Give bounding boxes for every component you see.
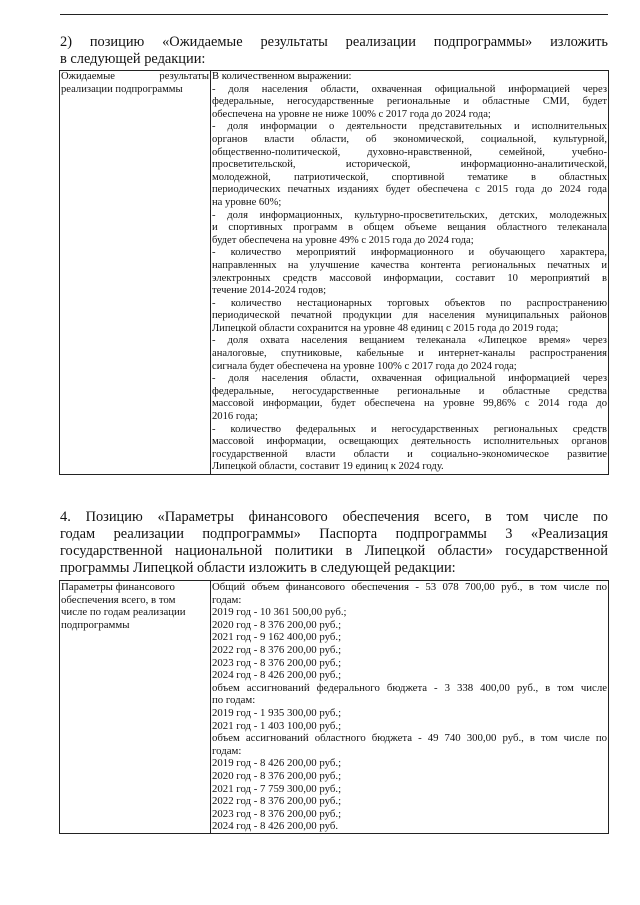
expected-results-table <box>59 70 609 475</box>
content-line: объем ассигнований областного бюджета - 49 740 300,00 руб., в том числе по <box>212 732 607 745</box>
expected-results-label-cell <box>60 71 211 475</box>
content-line: периодических печатных изданиях будет обеспечена с 2015 года до 2024 года <box>212 184 607 196</box>
content-line: 2020 год - 8 376 200,00 руб.; <box>212 618 342 631</box>
content-line: - доля населения области, охваченная официальной информацией через <box>212 373 607 385</box>
content-line: просветительской, исторической, информационно-аналитической, <box>212 159 607 171</box>
label-line: реализации подпрограммы <box>61 83 183 95</box>
item-4-line: государственной национальной политики в Липецкой области» государственной <box>60 543 608 559</box>
content-line: течение 2014-2024 годов; <box>212 285 327 297</box>
item-4-line: программы Липецкой области изложить в следующей редакции: <box>60 560 456 576</box>
content-line: 2016 года; <box>212 411 258 423</box>
content-line: - количество нестационарных торговых объектов по распространению <box>212 297 607 309</box>
content-line: федеральные, негосударственные региональные и областные СМИ, будет <box>212 96 607 108</box>
content-line: 2019 год - 1 935 300,00 руб.; <box>212 706 342 719</box>
content-line: сигнала будет обеспечена на уровне 100% с 2017 года до 2024 года; <box>212 360 517 372</box>
item-4-line: годам реализации подпрограммы» Паспорта подпрограммы 3 «Реализация <box>60 526 608 542</box>
content-line: - количество мероприятий информационного и обучающего характера, <box>212 247 607 259</box>
content-line: электронных средств массовой информации, составит 10 мероприятий в <box>212 272 607 284</box>
content-line: 2021 год - 7 759 300,00 руб.; <box>212 782 342 795</box>
content-line: общественно-политической, духовно-нравственной, семейной, учебно- <box>212 146 607 158</box>
content-line: - доля охвата населения вещанием телеканала «Липецкое время» через <box>212 335 607 347</box>
content-line: 2020 год - 8 376 200,00 руб.; <box>212 769 342 782</box>
content-line: аналоговые, спутниковые, кабельные и интернет-каналы распространения <box>212 348 607 360</box>
top-rule <box>60 14 608 15</box>
content-line: 2019 год - 8 426 200,00 руб.; <box>212 757 342 770</box>
content-line: органов власти области, об экономической, социальной, культурной, <box>212 133 607 145</box>
content-line: направленных на улучшение качества контента региональных печатных и <box>212 259 607 271</box>
content-line: 2023 год - 8 376 200,00 руб.; <box>212 656 342 669</box>
content-line: 2022 год - 8 376 200,00 руб.; <box>212 795 342 808</box>
content-line: на уровне 60%; <box>212 196 282 208</box>
financing-label-cell <box>60 581 211 834</box>
content-line: Липецкой области, составит 19 единиц к 2024 году. <box>212 461 444 473</box>
item-2-line: 2) позицию «Ожидаемые результаты реализации подпрограммы» изложить <box>60 34 608 50</box>
content-line: государственной власти области и социально-экономическое развитие <box>212 448 607 460</box>
financing-table <box>59 580 609 834</box>
item-2-line: в следующей редакции: <box>60 51 206 67</box>
content-line: молодежной, патриотической, спортивной тематике в областных <box>212 171 607 183</box>
content-line: 2019 год - 10 361 500,00 руб.; <box>212 606 347 619</box>
content-line: Общий объем финансового обеспечения - 53 078 700,00 руб., в том числе по <box>212 581 607 593</box>
label-line: Ожидаемые результаты <box>61 71 209 82</box>
content-line: по годам: <box>212 694 256 707</box>
content-line: периодической печатной продукции для населения муниципальных районов <box>212 310 607 322</box>
content-line: - количество федеральных и негосударственных региональных средств <box>212 423 607 435</box>
content-line: - доля населения области, охваченная официальной информацией через <box>212 83 607 95</box>
content-line: - доля информации о деятельности представительных и исполнительных <box>212 121 607 133</box>
content-line: - доля информационных, культурно-просветительских, детских, молодежных <box>212 209 607 221</box>
item-2-paragraph <box>60 34 608 68</box>
content-line: В количественном выражении: <box>212 71 352 82</box>
content-line: 2023 год - 8 376 200,00 руб.; <box>212 807 342 820</box>
label-line: обеспечения всего, в том <box>61 593 176 606</box>
content-line: массовой информации, будет обеспечена на уровне 99,86% с 2014 года до <box>212 398 607 410</box>
content-line: 2024 год - 8 426 200,00 руб.; <box>212 669 342 682</box>
content-line: 2021 год - 1 403 100,00 руб.; <box>212 719 342 732</box>
content-line: 2024 год - 8 426 200,00 руб. <box>212 820 339 833</box>
label-line: числе по годам реализации <box>61 606 186 619</box>
expected-results-content-cell <box>211 71 609 475</box>
content-line: и спортивных программ в общем объеме вещания областного телеканала <box>212 222 607 234</box>
content-line: Липецкой области сохранится на уровне 48 единиц с 2015 года до 2019 года; <box>212 322 559 334</box>
label-line: подпрограммы <box>61 618 130 631</box>
content-line: годам: <box>212 744 242 757</box>
item-4-line: 4. Позицию «Параметры финансового обеспечения всего, в том числе по <box>60 509 608 525</box>
content-line: массовой информации, освещающих деятельность исполнительных органов <box>212 436 607 448</box>
content-line: годам: <box>212 593 242 606</box>
content-line: 2022 год - 8 376 200,00 руб.; <box>212 643 342 656</box>
content-line: федеральные, негосударственные региональные и областные средства <box>212 385 607 397</box>
content-line: обеспечена на уровне не ниже 100% с 2017 года до 2024 года; <box>212 108 491 120</box>
financing-content-cell <box>211 581 609 834</box>
content-line: 2021 год - 9 162 400,00 руб.; <box>212 631 342 644</box>
item-4-paragraph <box>60 509 608 577</box>
label-line: Параметры финансового <box>61 581 175 593</box>
content-line: будет обеспечена на уровне 49% с 2015 года до 2024 года; <box>212 234 474 246</box>
content-line: объем ассигнований федерального бюджета - 3 338 400,00 руб., в том числе <box>212 681 607 694</box>
